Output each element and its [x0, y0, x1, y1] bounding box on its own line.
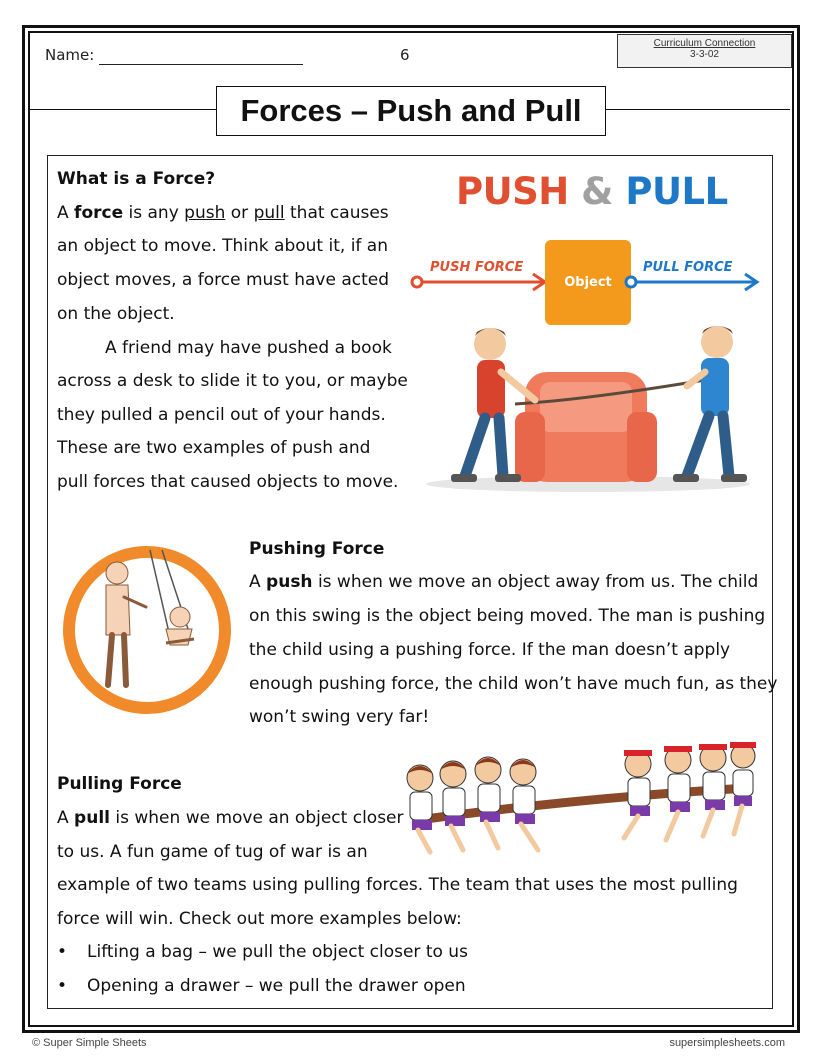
footer-website[interactable]: supersimplesheets.com: [669, 1037, 785, 1049]
tug-rope: [418, 788, 748, 820]
intro-line-6: across a desk to slide it to you, or maybe: [57, 371, 408, 391]
push-pull-graphic-title: PUSH & PULL: [456, 170, 728, 213]
pulling-line-3: example of two teams using pulling forces. The team that uses the most pulling: [57, 875, 738, 895]
intro-line-2: an object to move. Think about it, if an: [57, 236, 389, 256]
pushing-heading: Pushing Force: [249, 539, 385, 559]
pulling-line-4: force will win. Check out more examples below:: [57, 909, 462, 929]
pull-term: pull: [253, 203, 285, 223]
name-label: Name:: [45, 46, 95, 64]
pushing-line-4: enough pushing force, the child won’t have much fun, as they: [249, 674, 778, 694]
bullet-item: Lifting a bag – we pull the object closer to us: [87, 942, 468, 962]
intro-line-9: pull forces that caused objects to move.: [57, 472, 399, 492]
pushing-line-2: on this swing is the object being moved. The man is pushing: [249, 606, 766, 626]
pulling-man: [673, 326, 747, 482]
push-force-label: PUSH FORCE: [430, 260, 524, 275]
bullet-icon: •: [57, 976, 68, 996]
pushing-line-3: the child using a pushing force. If the man doesn’t apply: [249, 640, 731, 660]
object-label: Object: [564, 275, 612, 290]
intro-line-8: These are two examples of push and: [57, 438, 371, 458]
pull-term-2: pull: [74, 808, 110, 828]
curriculum-connection-box: [617, 34, 792, 68]
page-number: 6: [400, 46, 410, 64]
curriculum-title: Curriculum Connection: [653, 38, 756, 49]
tug-of-war-illustration: [398, 738, 766, 862]
push-term: push: [184, 203, 226, 223]
intro-line-1: A force is any push or pull that causes: [57, 203, 389, 223]
intro-line-5: A friend may have pushed a book: [105, 338, 392, 358]
swing-illustration: [62, 545, 234, 717]
pushing-line-5: won’t swing very far!: [249, 707, 430, 727]
name-field[interactable]: [99, 64, 303, 65]
intro-line-3: object moves, a force must have acted: [57, 270, 390, 290]
push-pull-illustration: [405, 232, 770, 497]
bullet-item: Opening a drawer – we pull the drawer open: [87, 976, 466, 996]
pulling-heading: Pulling Force: [57, 774, 182, 794]
curriculum-code: 3-3-02: [690, 49, 719, 60]
pushing-line-1: A push is when we move an object away from us. The child: [249, 572, 759, 592]
intro-heading: What is a Force?: [57, 169, 216, 189]
pull-force-label: PULL FORCE: [643, 260, 733, 275]
pulling-line-2: to us. A fun game of tug of war is an: [57, 842, 368, 862]
page-title: Forces – Push and Pull: [240, 93, 582, 128]
force-term: force: [74, 203, 124, 223]
intro-line-7: they pulled a pencil out of your hands.: [57, 405, 386, 425]
push-term-2: push: [266, 572, 313, 592]
bullet-icon: •: [57, 942, 68, 962]
footer-copyright: © Super Simple Sheets: [32, 1037, 147, 1049]
title-box: [216, 86, 606, 136]
pulling-line-1: A pull is when we move an object closer: [57, 808, 404, 828]
intro-line-4: on the object.: [57, 304, 175, 324]
